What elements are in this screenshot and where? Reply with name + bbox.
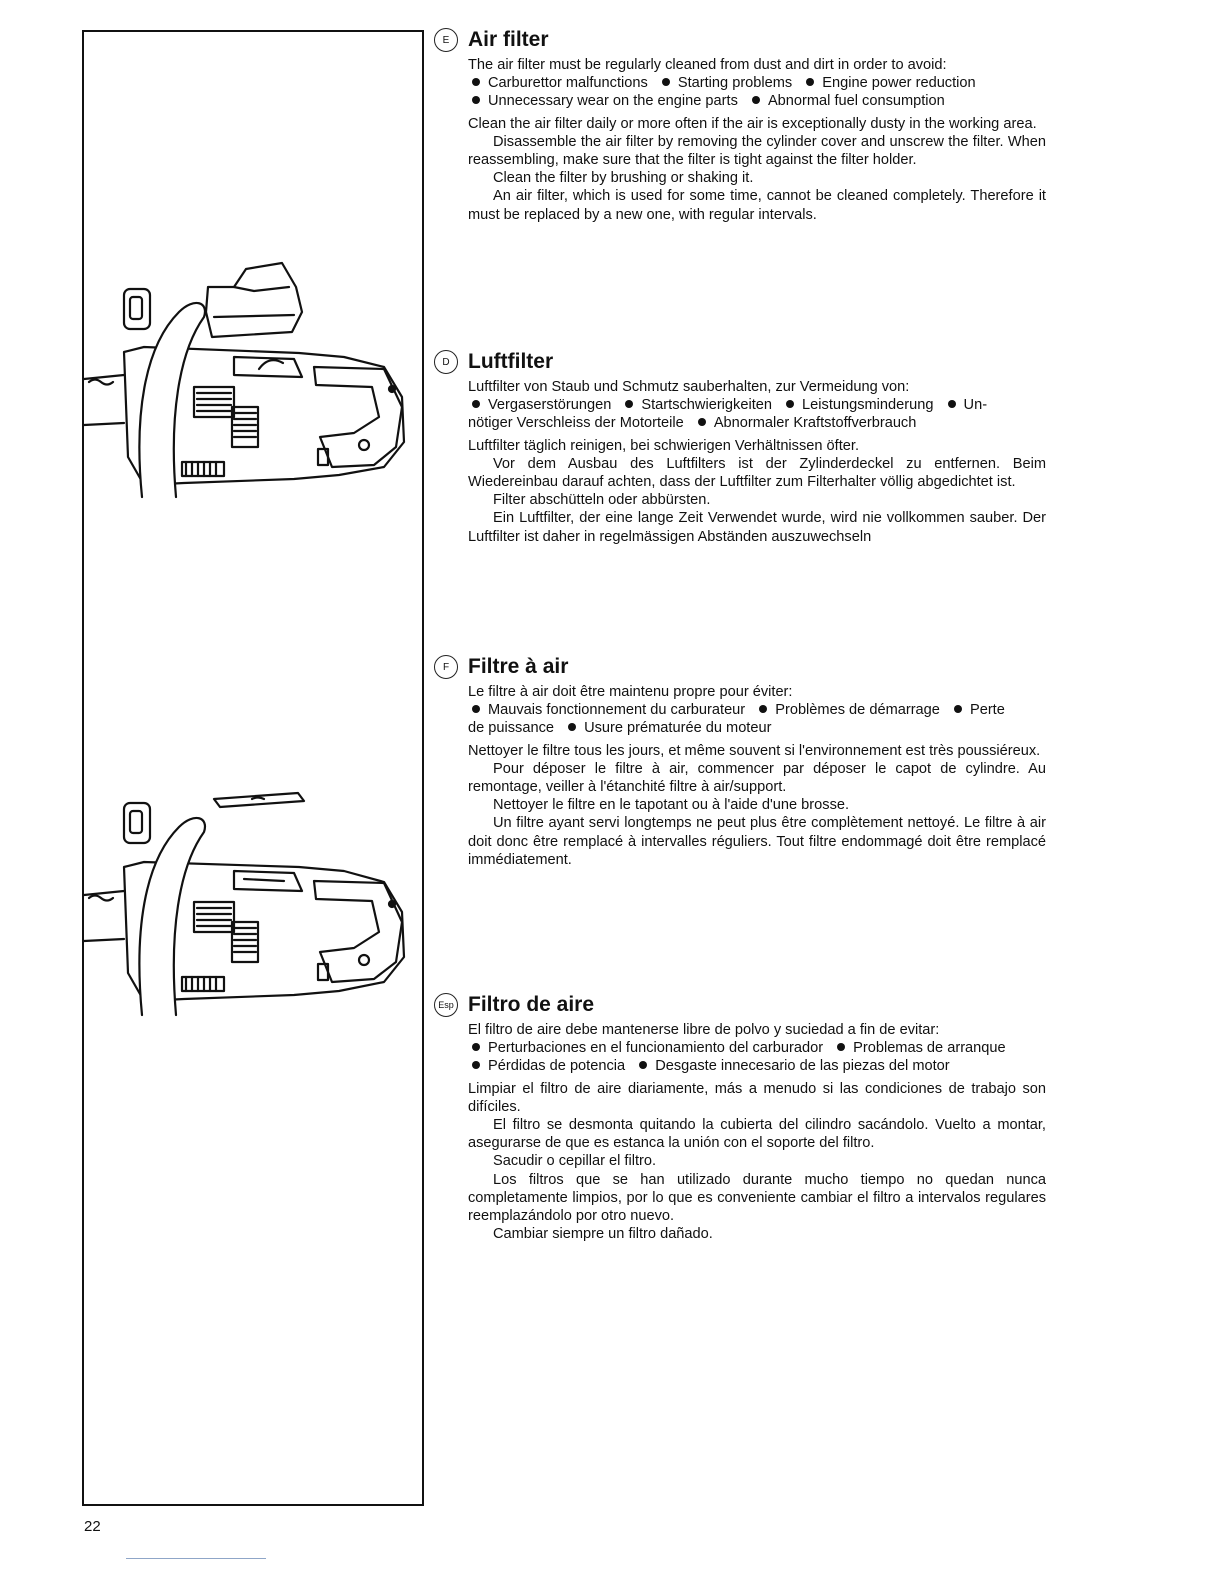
paragraph: Filter abschütteln oder abbürsten. (493, 492, 711, 509)
section-spanish (434, 993, 1046, 1243)
paragraph: Sacudir o cepillar el filtro. (493, 1153, 657, 1170)
paragraph: Limpiar el filtro de aire diariamente, más a menudo si las condiciones de trabajo son difíciles. (468, 1080, 1046, 1115)
section-body (468, 56, 1046, 224)
bullet-icon (639, 1061, 647, 1069)
bullet-item: Startschwierigkeiten (641, 397, 772, 414)
paragraph: Un filtre ayant servi longtemps ne peut plus être complètement nettoyé. Le filtre à air doit donc être remplacé à intervalles réguliers. Tout filtre endommagé doit être remplacé immédiatement. (468, 815, 1046, 868)
paragraph: El filtro se desmonta quitando la cubierta del cilindro sacándolo. Vuelto a montar, asegurarse de que es estanca la unión con el soporte del filtro. (468, 1117, 1046, 1152)
bullet-line (468, 701, 1046, 719)
page-number: 22 (84, 1518, 101, 1535)
bullet-line (468, 1057, 1046, 1075)
bullet-line (468, 92, 1046, 110)
section-english (434, 28, 1046, 224)
bullet-item: Abnormal fuel consumption (767, 93, 945, 110)
section-header (434, 28, 1046, 52)
bullet-line (468, 414, 1046, 432)
bullet-item: Engine power reduction (822, 75, 976, 92)
bullet-item: Un- (963, 397, 988, 414)
intro-text: Le filtre à air doit être maintenu propre pour éviter: (468, 684, 793, 700)
section-german (434, 350, 1046, 546)
bullet-line (468, 1039, 1046, 1057)
paragraph: Disassemble the air filter by removing the cylinder cover and unscrew the filter. When reassembling, make sure that the filter is tight against the filter holder. (468, 133, 1046, 169)
bullet-icon (625, 400, 633, 408)
bullet-line (468, 396, 1046, 414)
language-badge: F (434, 655, 458, 679)
paragraph: An air filter, which is used for some time, cannot be cleaned completely. Therefore it must be replaced by a new one, with regular intervals. (468, 188, 1046, 223)
bullet-icon (472, 1043, 480, 1051)
bullet-line (468, 719, 1046, 737)
section-header (434, 655, 1046, 679)
chainsaw-filter-removed-illustration (84, 767, 424, 1027)
bullet-item: Pérdidas de potencia (488, 1058, 626, 1075)
bullet-item: Problemas de arranque (853, 1040, 1006, 1057)
paragraph: Pour déposer le filtre à air, commencer par déposer le capot de cylindre. Au remontage, veiller à l'étanchité filtre à air/support. (468, 760, 1046, 796)
bullet-icon (837, 1043, 845, 1051)
section-title: Air filter (468, 28, 549, 51)
bullet-item: Vergaserstörungen (488, 397, 612, 414)
bullet-line (468, 74, 1046, 92)
paragraph: Luftfilter täglich reinigen, bei schwierigen Verhältnissen öfter. (468, 437, 860, 454)
bullet-icon (472, 705, 480, 713)
paragraph: Nettoyer le filtre en le tapotant ou à l'aide d'une brosse. (493, 797, 850, 814)
bullet-item: Carburettor malfunctions (488, 75, 648, 92)
intro-text: El filtro de aire debe mantenerse libre de polvo y suciedad a fin de evitar: (468, 1022, 940, 1038)
paragraph: Los filtros que se han utilizado durante mucho tiempo no quedan nunca completamente limpios, por lo que es conveniente cambiar el filtro a intervalos regulares reemplazándolo por otro nuevo. (468, 1171, 1046, 1225)
figure-panel (82, 30, 424, 1506)
bullet-icon (759, 705, 767, 713)
bullet-item: Problèmes de démarrage (775, 702, 940, 719)
bullet-item: Perturbaciones en el funcionamiento del carburador (488, 1040, 824, 1057)
bullet-icon (806, 78, 814, 86)
paragraph: Nettoyer le filtre tous les jours, et même souvent si l'environnement est très poussiéreux. (468, 742, 1041, 759)
bullet-item: Mauvais fonctionnement du carburateur (488, 702, 746, 719)
section-body (468, 683, 1046, 869)
bullet-item: de puissance (468, 720, 555, 737)
section-title: Luftfilter (468, 350, 554, 373)
bullet-icon (786, 400, 794, 408)
section-header (434, 993, 1046, 1017)
language-badge: E (434, 28, 458, 52)
paragraph: Clean the filter by brushing or shaking it. (493, 170, 754, 187)
section-french (434, 655, 1046, 869)
language-badge: D (434, 350, 458, 374)
bullet-icon (948, 400, 956, 408)
bullet-item: Perte (969, 702, 1005, 719)
bullet-item: nötiger Verschleiss der Motorteile (468, 415, 684, 432)
intro-text: The air filter must be regularly cleaned from dust and dirt in order to avoid: (468, 57, 947, 73)
language-badge: Esp (434, 993, 458, 1017)
bullet-icon (698, 418, 706, 426)
paragraph: Vor dem Ausbau des Luftfilters ist der Zylinderdeckel zu entfernen. Beim Wiedereinbau darauf achten, dass der Luftfilter zum Filterhalter völlig abgedichtet ist. (468, 455, 1046, 491)
footer-rule (126, 1558, 266, 1559)
bullet-item: Desgaste innecesario de las piezas del motor (655, 1058, 950, 1075)
bullet-icon (472, 1061, 480, 1069)
section-header (434, 350, 1046, 374)
bullet-item: Starting problems (677, 75, 793, 92)
section-title: Filtro de aire (468, 993, 595, 1016)
paragraph: Clean the air filter daily or more often if the air is exceptionally dusty in the working area. (468, 115, 1037, 132)
chainsaw-cover-removed-illustration (84, 257, 424, 507)
section-body (468, 378, 1046, 546)
bullet-icon (472, 78, 480, 86)
intro-text: Luftfilter von Staub und Schmutz sauberhalten, zur Vermeidung von: (468, 379, 910, 395)
bullet-icon (752, 96, 760, 104)
bullet-icon (954, 705, 962, 713)
paragraph: Ein Luftfilter, der eine lange Zeit Verwendet wurde, wird nie vollkommen sauber. Der Luftfilter ist daher in regelmässigen Abständen auszuwechseln (468, 510, 1046, 545)
bullet-icon (568, 723, 576, 731)
bullet-icon (472, 96, 480, 104)
bullet-item: Unnecessary wear on the engine parts (488, 93, 738, 110)
section-title: Filtre à air (468, 655, 569, 678)
paragraph: Cambiar siempre un filtro dañado. (493, 1226, 713, 1243)
bullet-icon (472, 400, 480, 408)
section-body (468, 1021, 1046, 1243)
bullet-item: Usure prématurée du moteur (584, 720, 772, 737)
bullet-item: Abnormaler Kraftstoffverbrauch (713, 415, 917, 432)
bullet-icon (662, 78, 670, 86)
bullet-item: Leistungsminderung (802, 397, 934, 414)
